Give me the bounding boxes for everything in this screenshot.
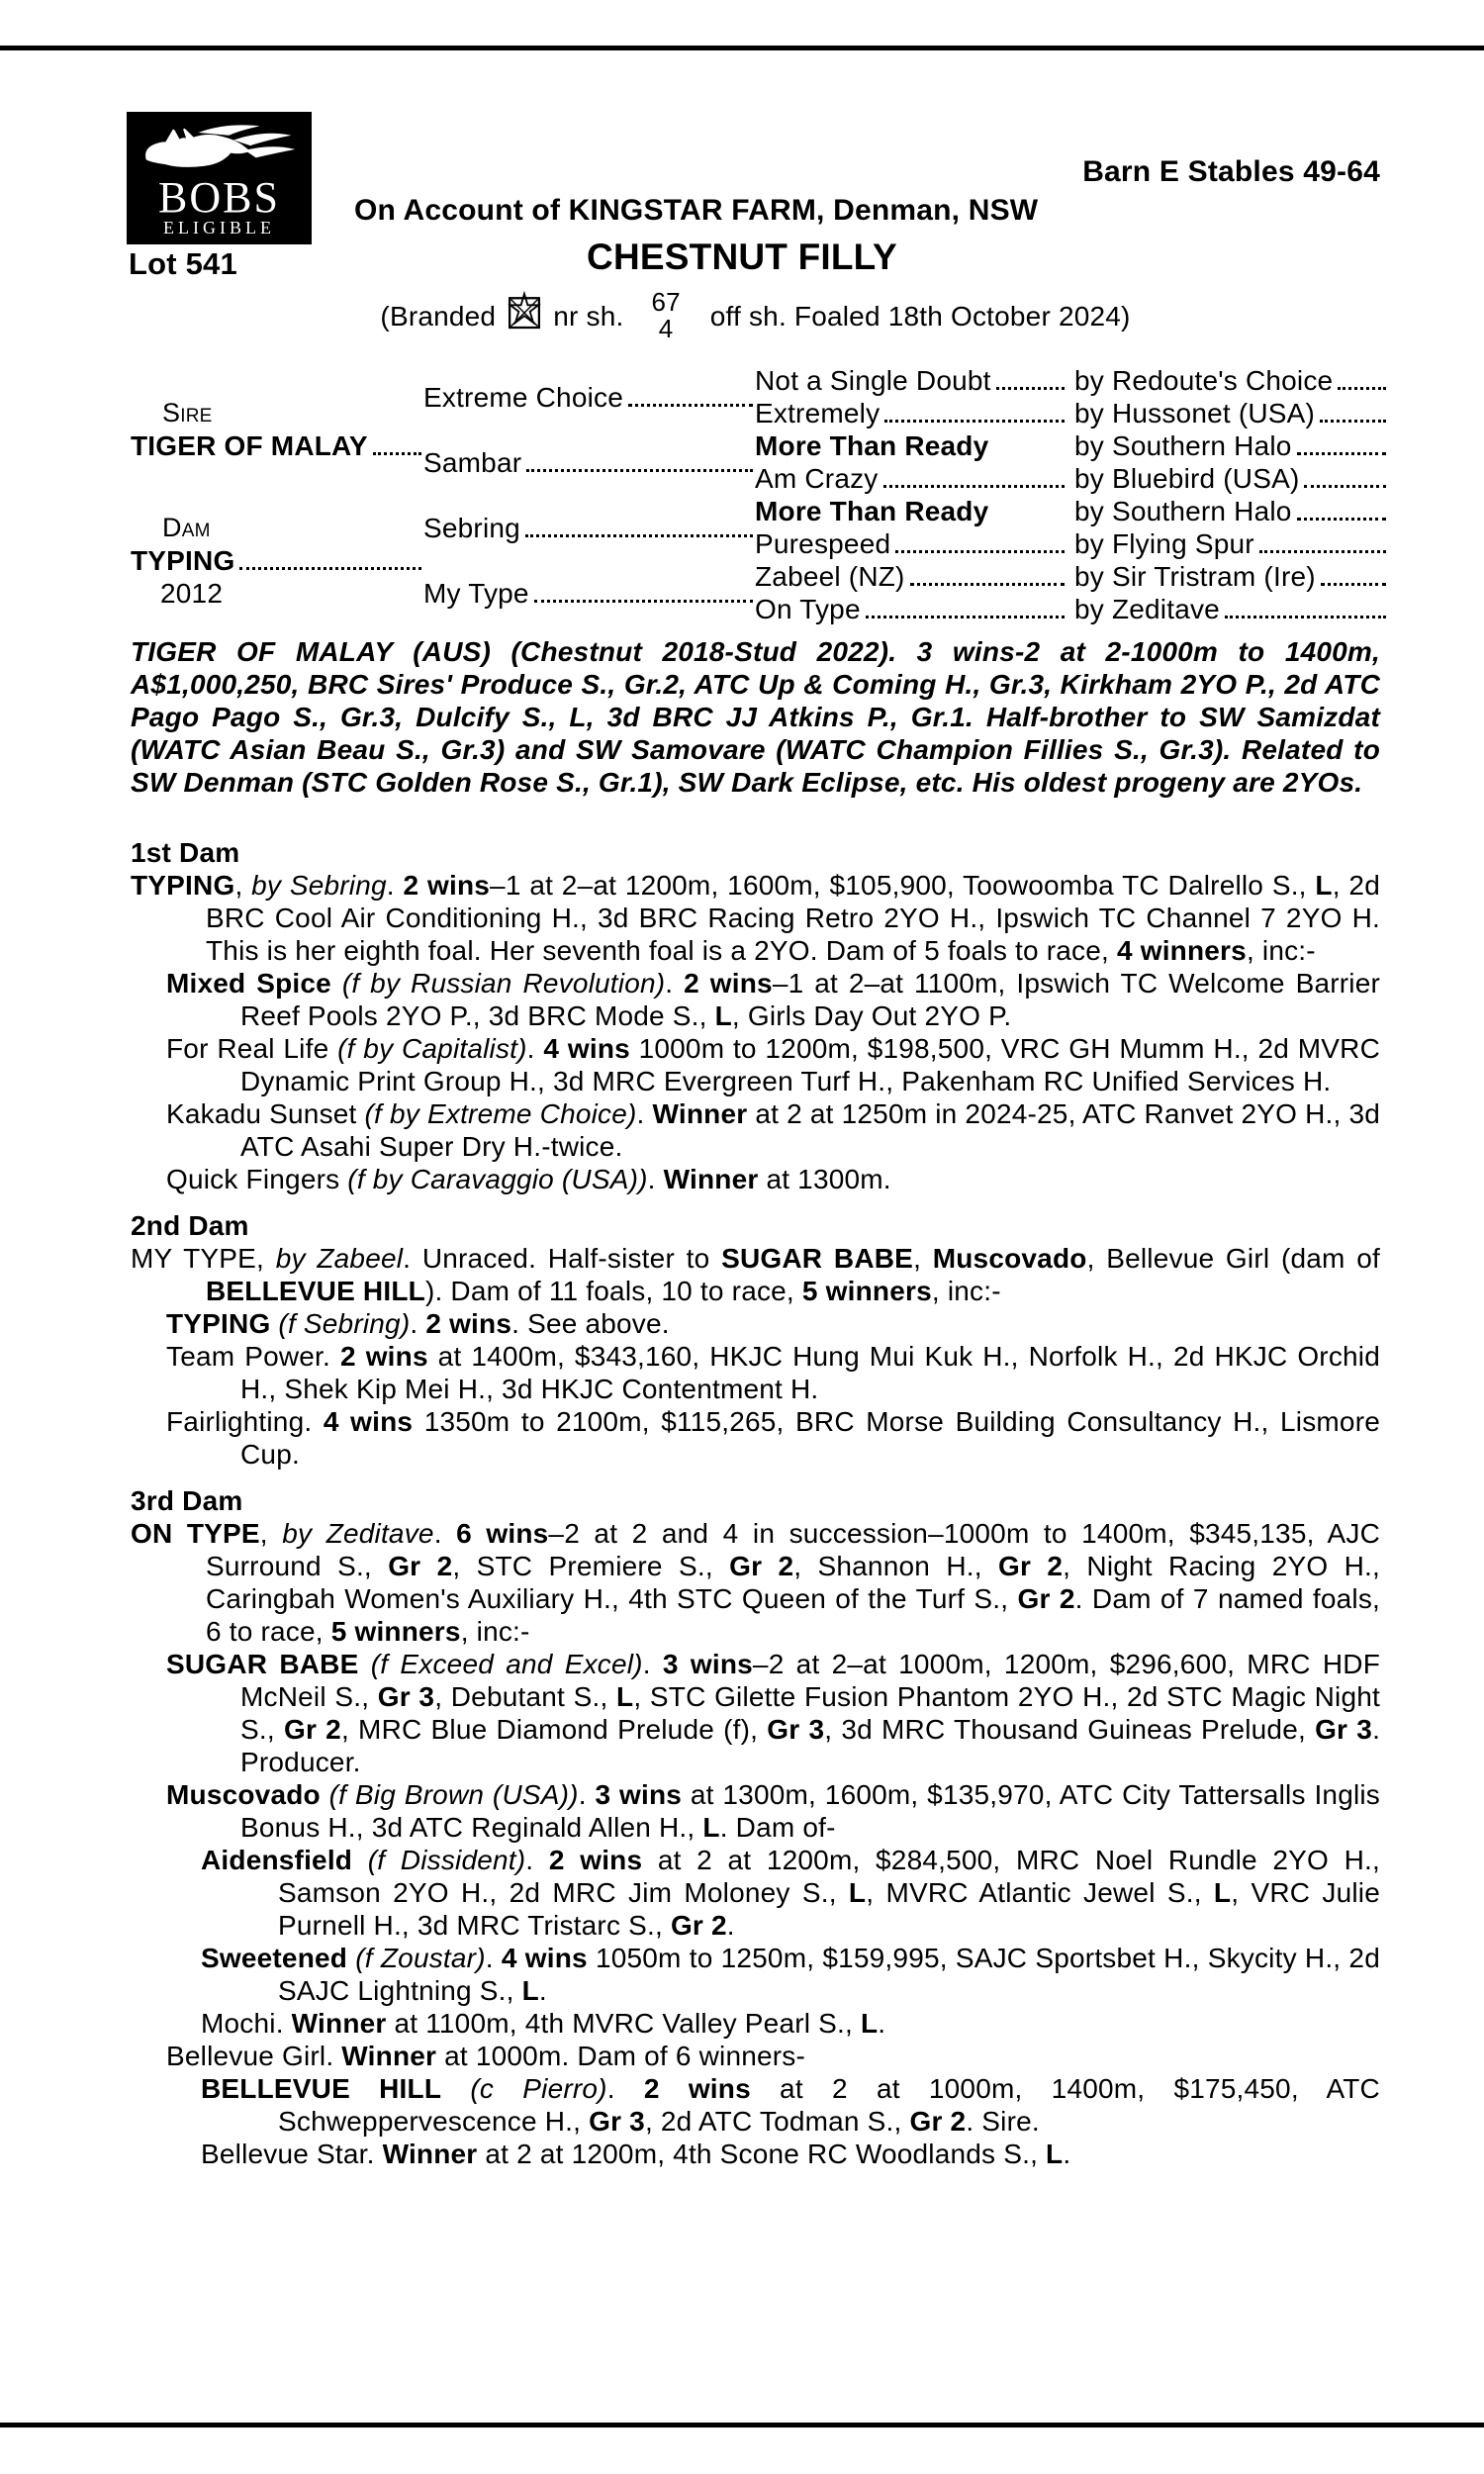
text-run: MY TYPE, xyxy=(131,1243,276,1274)
text-run: at 1300m. xyxy=(758,1164,891,1194)
brand-number-top: 67 xyxy=(651,287,681,317)
dotted-leader xyxy=(373,452,421,455)
text-run: 1050m to 1250m, $159,995, SAJC Sportsbet H., Skycity H., 2d SAJC Lightning S., xyxy=(278,1943,1380,2006)
text-run: Gr 2 xyxy=(670,1910,727,1941)
text-run: Gr 2 xyxy=(997,1551,1064,1581)
pedigree-paragraph xyxy=(131,1097,1380,1163)
text-run: at 1100m, 4th MVRC Valley Pearl S., xyxy=(386,2008,861,2039)
pedigree-paragraph xyxy=(131,2138,1380,2170)
text-run: L xyxy=(702,1812,720,1843)
text-run: . xyxy=(578,1779,596,1810)
text-run: , Girls Day Out 2YO P. xyxy=(731,1000,1012,1031)
dotted-leader xyxy=(1259,550,1386,553)
text-run: Gr 2 xyxy=(1017,1583,1075,1614)
text-run: 3 wins xyxy=(595,1779,683,1810)
text-run: 3 wins xyxy=(662,1649,753,1679)
text-run: Gr 2 xyxy=(729,1551,794,1581)
text-run: , inc:- xyxy=(931,1276,1001,1306)
text-run: Team Power. xyxy=(166,1341,340,1372)
gen3-entry xyxy=(755,429,1067,462)
text-run: . xyxy=(526,1033,544,1064)
dotted-leader xyxy=(910,583,1065,586)
gen2-name: My Type xyxy=(423,577,529,609)
text-run: L xyxy=(521,1975,539,2006)
text-run: –2 at 2 and 4 in succession–1000m to 1400m, $345,135, AJC Surround S., xyxy=(206,1518,1380,1581)
dam-label: Dam xyxy=(162,512,211,542)
text-run: , 3d MRC Thousand Guineas Prelude, xyxy=(824,1714,1316,1745)
text-run: at 2 at 1000m, 1400m, $175,450, ATC Schweppervescence H., xyxy=(278,2073,1380,2137)
text-run: 6 wins xyxy=(456,1518,549,1549)
text-run: 4 wins xyxy=(543,1033,630,1064)
sire-race-record: TIGER OF MALAY (AUS) (Chestnut 2018-Stud 2022). 3 wins-2 at 2-1000m to 1400m, A$1,000,250, BRC Sires' Produce S., Gr.2, ATC Up & Coming H., Gr.3, Kirkham 2YO P., 2d ATC Pago Pago S., Gr.3, Dulcify S., L, 3d BRC JJ Atkins P., Gr.1. Half-brother to SW Samizdat (WATC Asian Beau S., Gr.3) and SW Samovare (WATC Champion Fillies S., Gr.3). Related to SW Denman (STC Golden Rose S., Gr.1), SW Dark Eclipse, etc. His oldest progeny are 2YOs. xyxy=(131,636,1380,798)
text-run: . xyxy=(485,1943,502,1973)
text-run: Bellevue Girl. xyxy=(166,2041,342,2071)
pedigree-paragraph xyxy=(131,1517,1380,1648)
text-run: , xyxy=(234,870,252,901)
gen3-name: More Than Ready xyxy=(755,496,989,526)
text-run: Mochi. xyxy=(201,2008,292,2039)
text-run: . See above. xyxy=(511,1308,670,1339)
pedigree-paragraph xyxy=(131,1844,1380,1942)
text-run: Gr 2 xyxy=(283,1714,341,1745)
text-run: Gr 3 xyxy=(1315,1714,1373,1745)
gen3-entry xyxy=(755,397,1067,429)
gen3-name: Zabeel (NZ) xyxy=(755,561,905,592)
brand-mark-icon xyxy=(508,290,541,338)
gen3-entry xyxy=(755,593,1067,625)
text-run: Winner xyxy=(341,2041,437,2071)
text-run: at 1000m. Dam of 6 winners- xyxy=(436,2041,806,2071)
text-run: 5 winners xyxy=(330,1616,461,1647)
text-run: at 2 at 1200m, 4th Scone RC Woodlands S., xyxy=(477,2139,1047,2169)
text-run: 2 wins xyxy=(403,870,491,901)
text-run: , 2d BRC Cool Air Conditioning H., 3d BRC Racing Retro 2YO H., Ipswich TC Channel 7 2YO H. This is her eighth foal. Her seventh foal is a 2YO. Dam of 5 foals to race, xyxy=(206,870,1380,966)
gen3-by: by Redoute's Choice xyxy=(1074,365,1334,396)
text-run: Winner xyxy=(382,2139,478,2169)
text-run: by Zeditave xyxy=(282,1518,434,1549)
pedigree-table xyxy=(131,364,1380,625)
branding-line xyxy=(131,289,1380,342)
text-run: , 2d ATC Todman S., xyxy=(644,2106,910,2137)
dotted-leader xyxy=(525,534,753,537)
text-run: (f by Russian Revolution) xyxy=(341,968,666,999)
text-run: , inc:- xyxy=(460,1616,530,1647)
dotted-leader xyxy=(866,616,1065,618)
text-run: L xyxy=(1213,1877,1232,1908)
gen3-by: by Sir Tristram (Ire) xyxy=(1074,561,1316,592)
gen3-by: by Flying Spur xyxy=(1074,528,1254,559)
text-run: 2 wins xyxy=(684,968,773,999)
text-run: by Sebring xyxy=(251,870,387,901)
gen3-sireline xyxy=(1067,495,1388,527)
text-run: (c Pierro) xyxy=(470,2073,607,2104)
text-run: at 1400m, $343,160, HKJC Hung Mui Kuk H., Norfolk H., 2d HKJC Orchid H., Shek Kip Mei H., 3d HKJC Contentment H. xyxy=(240,1341,1380,1404)
gen3-name: Extremely xyxy=(755,398,881,428)
text-run: Winner xyxy=(652,1098,748,1129)
pedigree-paragraph xyxy=(131,967,1380,1032)
gen3-sireline xyxy=(1067,462,1388,495)
gen3-name: Am Crazy xyxy=(755,463,879,494)
text-run: (f Dissident) xyxy=(367,1845,526,1875)
text-run: 1350m to 2100m, $115,265, BRC Morse Building Consultancy H., Lismore Cup. xyxy=(240,1406,1380,1470)
dotted-leader xyxy=(1297,452,1386,455)
text-run: . Unraced. Half-sister to xyxy=(403,1243,722,1274)
gen2-name: Extreme Choice xyxy=(423,381,623,413)
text-run: , Night Racing 2YO H., Caringbah Women's Auxiliary H., 4th STC Queen of the Turf S., xyxy=(206,1551,1380,1614)
text-run: Gr 3 xyxy=(377,1681,435,1712)
text-run: BELLEVUE HILL xyxy=(201,2073,442,2104)
dam-cell xyxy=(131,495,423,625)
text-run: SUGAR BABE xyxy=(166,1649,359,1679)
text-run: . Dam of 7 named foals, 6 to race, xyxy=(206,1583,1380,1647)
text-run: . xyxy=(642,1649,663,1679)
pedigree-paragraph xyxy=(131,1778,1380,1844)
text-run: Gr 2 xyxy=(388,1551,453,1581)
dotted-leader xyxy=(1225,616,1386,618)
text-run: at 2 at 1200m, $284,500, MRC Noel Rundle 2YO H., Samson 2YO H., 2d MRC Jim Moloney S., xyxy=(278,1845,1380,1908)
text-run: . Dam of- xyxy=(719,1812,836,1843)
text-run: . xyxy=(647,1164,664,1194)
text-run: at 1300m, 1600m, $135,970, ATC City Tattersalls Inglis Bonus H., 3d ATC Reginald Allen H., xyxy=(240,1779,1381,1843)
text-run: at 2 at 1250m in 2024-25, ATC Ranvet 2YO H., 3d ATC Asahi Super Dry H.-twice. xyxy=(240,1098,1380,1162)
text-run: TYPING xyxy=(166,1308,271,1339)
brand-number-bottom: 4 xyxy=(658,314,674,343)
gen2-entry xyxy=(423,495,755,560)
text-run: Muscovado xyxy=(932,1243,1087,1274)
text-run: , xyxy=(259,1518,283,1549)
text-run: Gr 2 xyxy=(909,2106,967,2137)
text-run: L xyxy=(616,1681,634,1712)
pedigree-paragraph xyxy=(131,869,1380,967)
text-run: , Shannon H., xyxy=(793,1551,998,1581)
branded-suffix: off sh. Foaled 18th October 2024) xyxy=(709,300,1131,332)
text-run xyxy=(347,1943,355,1973)
dotted-leader xyxy=(884,420,1065,423)
gen3-sireline xyxy=(1067,593,1388,625)
gen3-sireline xyxy=(1067,429,1388,462)
dotted-leader xyxy=(526,469,753,472)
text-run: . xyxy=(538,1975,547,2006)
top-rule xyxy=(0,46,1484,50)
dotted-leader xyxy=(1297,518,1386,521)
text-run: Winner xyxy=(291,2008,387,2039)
text-run: L xyxy=(1046,2139,1064,2169)
text-run: . Sire. xyxy=(966,2106,1040,2137)
gen3-sireline xyxy=(1067,364,1388,397)
text-run: 1000m to 1200m, $198,500, VRC GH Mumm H., 2d MVRC Dynamic Print Group H., 3d MRC Evergreen Turf H., Pakenham RC Unified Services H. xyxy=(240,1033,1380,1096)
text-run xyxy=(358,1649,370,1679)
gen3-name: Not a Single Doubt xyxy=(755,365,991,396)
dotted-leader xyxy=(996,387,1065,390)
pedigree-paragraph xyxy=(131,2072,1380,2138)
text-run: L xyxy=(714,1000,732,1031)
text-run xyxy=(441,2073,470,2104)
text-run: 4 wins xyxy=(501,1943,588,1973)
horse-head-icon xyxy=(127,122,312,180)
gen3-name: Purespeed xyxy=(755,528,891,559)
gen2-entry xyxy=(423,429,755,495)
text-run: 2 wins xyxy=(339,1341,428,1372)
gen3-entry xyxy=(755,364,1067,397)
brand-number xyxy=(651,289,680,342)
text-run: Quick Fingers xyxy=(166,1164,348,1194)
text-run: For Real Life xyxy=(166,1033,338,1064)
text-run: , Debutant S., xyxy=(434,1681,617,1712)
text-run: . xyxy=(606,2073,644,2104)
gen3-entry xyxy=(755,560,1067,593)
text-run: –1 at 2–at 1100m, Ipswich TC Welcome Barrier Reef Pools 2YO P., 3d BRC Mode S., xyxy=(240,968,1380,1031)
text-run: , MRC Blue Diamond Prelude (f), xyxy=(340,1714,768,1745)
dotted-leader xyxy=(534,600,753,603)
pedigree-paragraph xyxy=(131,2007,1380,2040)
pedigree-paragraph xyxy=(131,1340,1380,1405)
text-run: Kakadu Sunset xyxy=(166,1098,365,1129)
text-run: . xyxy=(410,1308,426,1339)
page-title: CHESTNUT FILLY xyxy=(587,237,897,277)
text-run: 2 wins xyxy=(548,1845,643,1875)
text-run: 2 wins xyxy=(643,2073,751,2104)
dotted-leader xyxy=(895,550,1065,553)
text-run: (f by Capitalist) xyxy=(337,1033,527,1064)
text-run: –2 at 2–at 1000m, 1200m, $296,600, MRC HDF McNeil S., xyxy=(240,1649,1381,1712)
gen3-by: by Southern Halo xyxy=(1074,496,1292,526)
pedigree-paragraph xyxy=(131,1648,1380,1778)
gen3-entry xyxy=(755,527,1067,560)
text-run: BELLEVUE HILL xyxy=(206,1276,425,1306)
pedigree-paragraph xyxy=(131,1032,1380,1097)
gen3-by: by Southern Halo xyxy=(1074,430,1292,461)
text-run: , Bellevue Girl (dam of xyxy=(1086,1243,1381,1274)
text-run: L xyxy=(1315,870,1333,901)
text-run: . xyxy=(433,1518,457,1549)
text-run: L xyxy=(860,2008,879,2039)
gen3-sireline xyxy=(1067,397,1388,429)
text-run: (f Exceed and Excel) xyxy=(370,1649,643,1679)
text-run: Winner xyxy=(663,1164,759,1194)
sire-name: TIGER OF MALAY xyxy=(131,430,368,461)
pedigree-paragraph xyxy=(131,2040,1380,2072)
sire-label: Sire xyxy=(162,398,213,428)
gen2-name: Sebring xyxy=(423,512,520,543)
barn-location: Barn E Stables 49-64 xyxy=(1082,155,1380,188)
text-run: ON TYPE xyxy=(131,1518,260,1549)
text-run: . Producer. xyxy=(240,1714,1381,1777)
text-run: . xyxy=(665,968,685,999)
text-run: . xyxy=(525,1845,549,1875)
gen3-name: More Than Ready xyxy=(755,430,989,461)
gen3-sireline xyxy=(1067,560,1388,593)
text-run: by Zabeel xyxy=(275,1243,404,1274)
dam-name: TYPING xyxy=(131,544,235,576)
bottom-rule xyxy=(0,2423,1484,2427)
pedigree-paragraph xyxy=(131,1242,1380,1307)
dam-sections xyxy=(131,836,1380,2170)
lot-number: Lot 541 xyxy=(129,246,237,281)
text-run xyxy=(331,968,342,999)
gen3-name: On Type xyxy=(755,594,861,624)
near-side-label: nr sh. xyxy=(553,300,624,332)
pedigree-paragraph xyxy=(131,1163,1380,1195)
text-run xyxy=(352,1845,368,1875)
gen3-by: by Hussonet (USA) xyxy=(1074,398,1316,428)
text-run: 4 winners xyxy=(1116,935,1247,966)
text-run: 5 winners xyxy=(801,1276,932,1306)
text-run: SUGAR BABE xyxy=(721,1243,914,1274)
gen3-entry xyxy=(755,495,1067,527)
text-run: (f Big Brown (USA)) xyxy=(328,1779,579,1810)
text-run: (f by Caravaggio (USA)) xyxy=(347,1164,648,1194)
dotted-leader xyxy=(1320,420,1386,423)
text-run: , MVRC Atlantic Jewel S., xyxy=(866,1877,1214,1908)
dotted-leader xyxy=(1321,583,1386,586)
pedigree-paragraph xyxy=(131,1405,1380,1471)
section-heading: 2nd Dam xyxy=(131,1210,249,1241)
gen2-name: Sambar xyxy=(423,446,522,478)
text-run: , VRC Julie Purnell H., 3d MRC Tristarc S., xyxy=(278,1877,1380,1941)
text-run: . xyxy=(636,1098,653,1129)
dotted-leader xyxy=(1304,485,1386,488)
section-heading: 1st Dam xyxy=(131,837,240,868)
sire-cell xyxy=(131,364,423,495)
text-run: (f by Extreme Choice) xyxy=(364,1098,637,1129)
section-heading: 3rd Dam xyxy=(131,1485,243,1516)
text-run: (f Sebring) xyxy=(278,1308,411,1339)
text-run: Mixed Spice xyxy=(166,968,331,999)
text-run: Gr 3 xyxy=(589,2106,645,2137)
text-run: 2 wins xyxy=(425,1308,512,1339)
text-run: 4 wins xyxy=(323,1406,414,1437)
text-run: Gr 3 xyxy=(767,1714,825,1745)
text-run: Fairlighting. xyxy=(166,1406,324,1437)
text-run: . xyxy=(386,870,404,901)
text-run: –1 at 2–at 1200m, 1600m, $105,900, Toowoomba TC Dalrello S., xyxy=(490,870,1316,901)
vendor-line: On Account of KINGSTAR FARM, Denman, NSW xyxy=(354,194,1039,227)
dotted-leader xyxy=(883,485,1066,488)
text-run: L xyxy=(848,1877,867,1908)
dotted-leader xyxy=(1338,387,1386,390)
text-run: Muscovado xyxy=(166,1779,321,1810)
gen2-entry xyxy=(423,364,755,429)
logo-subtext: ELIGIBLE xyxy=(163,218,275,238)
text-run: (f Zoustar) xyxy=(355,1943,486,1973)
text-run xyxy=(321,1779,329,1810)
text-run: , STC Premiere S., xyxy=(452,1551,730,1581)
text-run: TYPING xyxy=(131,870,235,901)
gen2-entry xyxy=(423,560,755,625)
gen3-sireline xyxy=(1067,527,1388,560)
text-run: . xyxy=(726,1910,735,1941)
gen3-by: by Zeditave xyxy=(1074,594,1220,624)
text-run: Sweetened xyxy=(201,1943,348,1973)
text-run: Bellevue Star. xyxy=(201,2139,383,2169)
pedigree-paragraph xyxy=(131,1942,1380,2007)
text-run: . xyxy=(878,2008,886,2039)
pedigree-paragraph xyxy=(131,1307,1380,1340)
text-run: . xyxy=(1063,2139,1071,2169)
branded-prefix: (Branded xyxy=(380,300,497,332)
text-run: , inc:- xyxy=(1246,935,1316,966)
text-run: , STC Gilette Fusion Phantom 2YO H., 2d STC Magic Night S., xyxy=(240,1681,1380,1745)
logo-wordmark: BOBS xyxy=(158,173,280,222)
dotted-leader xyxy=(239,567,421,570)
text-run: , xyxy=(913,1243,933,1274)
text-run: ). Dam of 11 foals, 10 to race, xyxy=(424,1276,802,1306)
gen3-entry xyxy=(755,462,1067,495)
bobs-eligible-logo xyxy=(127,112,312,244)
dam-year: 2012 xyxy=(160,577,224,609)
text-run: Aidensfield xyxy=(201,1845,353,1875)
gen3-by: by Bluebird (USA) xyxy=(1074,463,1300,494)
dotted-leader xyxy=(628,404,753,407)
